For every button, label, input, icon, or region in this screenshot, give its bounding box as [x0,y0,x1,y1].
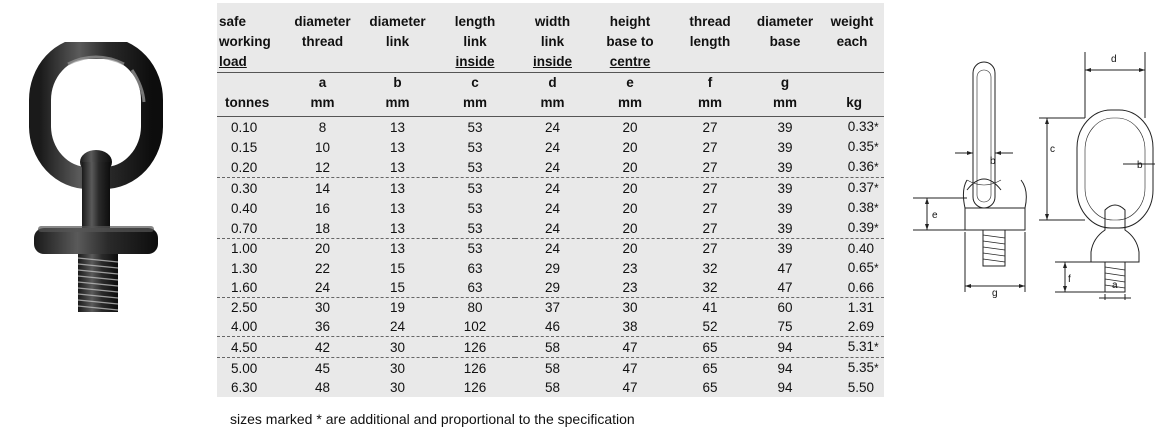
additional-size-marker: * [874,140,879,154]
cell-load: 4.50 [217,337,285,358]
table-row [217,378,884,397]
cell-dimension: 8 [285,117,360,138]
table-row [217,258,884,278]
cell-weight: 5.50 [847,380,874,395]
cell-dimension: 47 [777,280,793,295]
table-row [217,239,884,259]
cell-dimension: 27 [670,117,750,138]
cell-weight: 5.35* [820,358,884,379]
table-row [217,317,884,337]
cell-load: 1.30 [231,260,258,276]
cell-load: 5.00 [217,358,285,379]
cell-dimension: 27 [702,159,718,175]
cell-weight: 2.69 [847,319,874,334]
cell-dimension: 58 [544,380,561,395]
cell-dimension: 30 [389,380,406,395]
cell-dimension: 13 [389,139,406,155]
cell-dimension: 38 [622,319,638,334]
dim-label-f: f [1068,274,1071,285]
cell-dimension: 30 [590,298,670,318]
cell-weight: 0.38* [820,198,884,218]
col-header-weight: weight each [830,14,874,49]
cell-dimension: 47 [590,337,670,358]
cell-dimension: 94 [777,380,793,395]
header-row [217,3,884,73]
side-eye-outline [973,62,995,208]
dim-label-e: e [932,210,938,221]
cell-dimension: 53 [467,200,483,216]
cell-dimension: 15 [389,280,406,295]
units-row [217,73,884,117]
cell-weight: 0.39* [820,218,884,239]
cell-dimension: 24 [389,319,406,334]
dimension-diagram [905,40,1155,300]
specification-table [217,3,884,397]
col-header-c: length link inside [454,14,496,69]
cell-dimension: 47 [777,260,793,276]
cell-dimension: 126 [435,337,515,358]
cell-dimension: 24 [544,159,561,175]
cell-dimension: 27 [702,220,718,236]
cell-dimension: 63 [467,260,483,276]
additional-size-marker: * [874,120,879,134]
footnote: sizes marked * are additional and proportional to the specification [230,411,635,427]
cell-dimension: 29 [544,280,561,295]
cell-dimension: 63 [467,280,483,295]
cell-dimension: 15 [389,260,406,276]
dim-label-d: d [1111,54,1117,65]
cell-dimension: 39 [777,220,793,236]
cell-dimension: 24 [544,139,561,155]
cell-dimension: 27 [670,178,750,199]
cell-dimension: 39 [777,139,793,155]
col-header-e: height base to centre [606,14,654,69]
table-row [217,278,884,298]
cell-load: 0.10 [217,117,285,138]
cell-dimension: 20 [622,220,638,236]
cell-dimension: 41 [670,298,750,318]
cell-dimension: 32 [702,280,718,295]
cell-dimension: 19 [360,298,435,318]
cell-dimension: 48 [314,380,331,395]
unit-cell: f mm [670,73,750,117]
cell-dimension: 27 [702,139,718,155]
dim-label-b-front: b [1137,160,1143,171]
cell-load: 0.40 [231,200,258,216]
cell-dimension: 20 [622,159,638,175]
cell-dimension: 60 [750,298,820,318]
cell-dimension: 13 [389,200,406,216]
cell-dimension: 39 [750,239,820,259]
unit-cell: e mm [590,73,670,117]
cell-load: 0.15 [231,139,258,155]
cell-dimension: 39 [750,178,820,199]
cell-dimension: 53 [435,117,515,138]
col-header-b: diameter link [369,14,426,49]
table-row [217,157,884,178]
cell-dimension: 13 [389,220,406,236]
cell-dimension: 42 [285,337,360,358]
cell-dimension: 24 [544,200,561,216]
cell-dimension: 30 [285,298,360,318]
cell-load: 0.30 [217,178,285,199]
cell-load: 0.20 [231,159,258,175]
cell-dimension: 20 [590,117,670,138]
cell-dimension: 20 [622,200,638,216]
additional-size-marker: * [874,181,879,195]
cell-weight: 0.66 [847,280,874,295]
cell-dimension: 24 [314,280,331,295]
cell-weight: 0.40 [820,239,884,259]
col-header-load: safe working load [219,14,271,69]
table-row [217,137,884,157]
additional-size-marker: * [874,160,879,174]
additional-size-marker: * [874,340,879,354]
cell-dimension: 20 [622,139,638,155]
unit-cell: g mm [750,73,820,117]
eye-bolt-photo [28,42,168,342]
cell-weight: 5.31* [820,337,884,358]
dim-label-g: g [992,288,998,299]
cell-load: 6.30 [231,380,258,395]
cell-dimension: 20 [590,239,670,259]
cell-dimension: 36 [314,319,331,334]
cell-load: 4.00 [231,319,258,334]
cell-dimension: 20 [285,239,360,259]
cell-dimension: 47 [622,380,638,395]
cell-dimension: 102 [463,319,487,334]
cell-dimension: 30 [360,337,435,358]
table-row [217,198,884,218]
dim-label-c: c [1050,144,1055,155]
table-row [217,218,884,239]
cell-dimension: 47 [590,358,670,379]
cell-dimension: 22 [314,260,331,276]
cell-dimension: 94 [750,358,820,379]
cell-dimension: 53 [435,239,515,259]
cell-dimension: 13 [360,239,435,259]
cell-dimension: 58 [515,358,590,379]
cell-weight: 0.33* [820,117,884,138]
table-row [217,298,884,318]
cell-dimension: 24 [515,239,590,259]
cell-dimension: 58 [515,337,590,358]
cell-dimension: 16 [314,200,331,216]
cell-dimension: 13 [360,178,435,199]
front-swivel-body [1091,205,1139,262]
cell-dimension: 24 [515,117,590,138]
unit-cell: kg [820,73,884,117]
unit-cell: tonnes [217,73,285,117]
cell-load: 1.00 [217,239,285,259]
cell-dimension: 65 [670,358,750,379]
cell-dimension: 45 [285,358,360,379]
cell-dimension: 23 [622,260,638,276]
cell-dimension: 30 [360,358,435,379]
unit-cell: b mm [360,73,435,117]
cell-dimension: 39 [750,117,820,138]
cell-dimension: 13 [360,117,435,138]
cell-dimension: 39 [777,200,793,216]
cell-dimension: 27 [702,200,718,216]
cell-weight: 0.35* [820,137,884,157]
additional-size-marker: * [874,221,879,235]
cell-dimension: 53 [435,178,515,199]
table-row [217,337,884,358]
table-row [217,117,884,138]
unit-cell: a mm [285,73,360,117]
cell-dimension: 13 [389,159,406,175]
cell-dimension: 52 [702,319,718,334]
cell-dimension: 53 [467,220,483,236]
unit-cell: c mm [435,73,515,117]
cell-dimension: 27 [670,239,750,259]
cell-dimension: 37 [515,298,590,318]
cell-dimension: 39 [777,159,793,175]
cell-dimension: 65 [670,337,750,358]
cell-dimension: 12 [314,159,331,175]
cell-dimension: 23 [622,280,638,295]
cell-dimension: 53 [467,159,483,175]
cell-weight: 0.37* [820,178,884,199]
additional-size-marker: * [874,361,879,375]
cell-dimension: 18 [314,220,331,236]
table-row [217,178,884,199]
cell-dimension: 53 [467,139,483,155]
cell-dimension: 10 [314,139,331,155]
table-row [217,358,884,379]
cell-dimension: 80 [435,298,515,318]
cell-dimension: 126 [435,358,515,379]
cell-dimension: 65 [702,380,718,395]
cell-weight: 1.31 [820,298,884,318]
cell-dimension: 29 [544,260,561,276]
cell-weight: 0.65* [820,258,884,278]
cell-dimension: 126 [463,380,487,395]
additional-size-marker: * [874,201,879,215]
cell-dimension: 75 [777,319,793,334]
unit-cell: d mm [515,73,590,117]
dim-label-a: a [1112,280,1118,291]
cell-dimension: 24 [515,178,590,199]
col-header-g: diameter base [756,14,814,49]
cell-dimension: 32 [702,260,718,276]
cell-dimension: 14 [285,178,360,199]
cell-dimension: 20 [590,178,670,199]
cell-dimension: 46 [544,319,561,334]
cell-load: 0.70 [231,220,258,236]
cell-weight: 0.36* [820,157,884,178]
cell-dimension: 94 [750,337,820,358]
col-header-f: thread length [689,14,731,49]
cell-dimension: 24 [544,220,561,236]
cell-load: 2.50 [217,298,285,318]
cell-load: 1.60 [231,280,258,295]
additional-size-marker: * [874,261,879,275]
dim-label-b-side: b [990,156,996,167]
col-header-d: width link inside [532,14,572,69]
col-header-a: diameter thread [294,14,351,49]
